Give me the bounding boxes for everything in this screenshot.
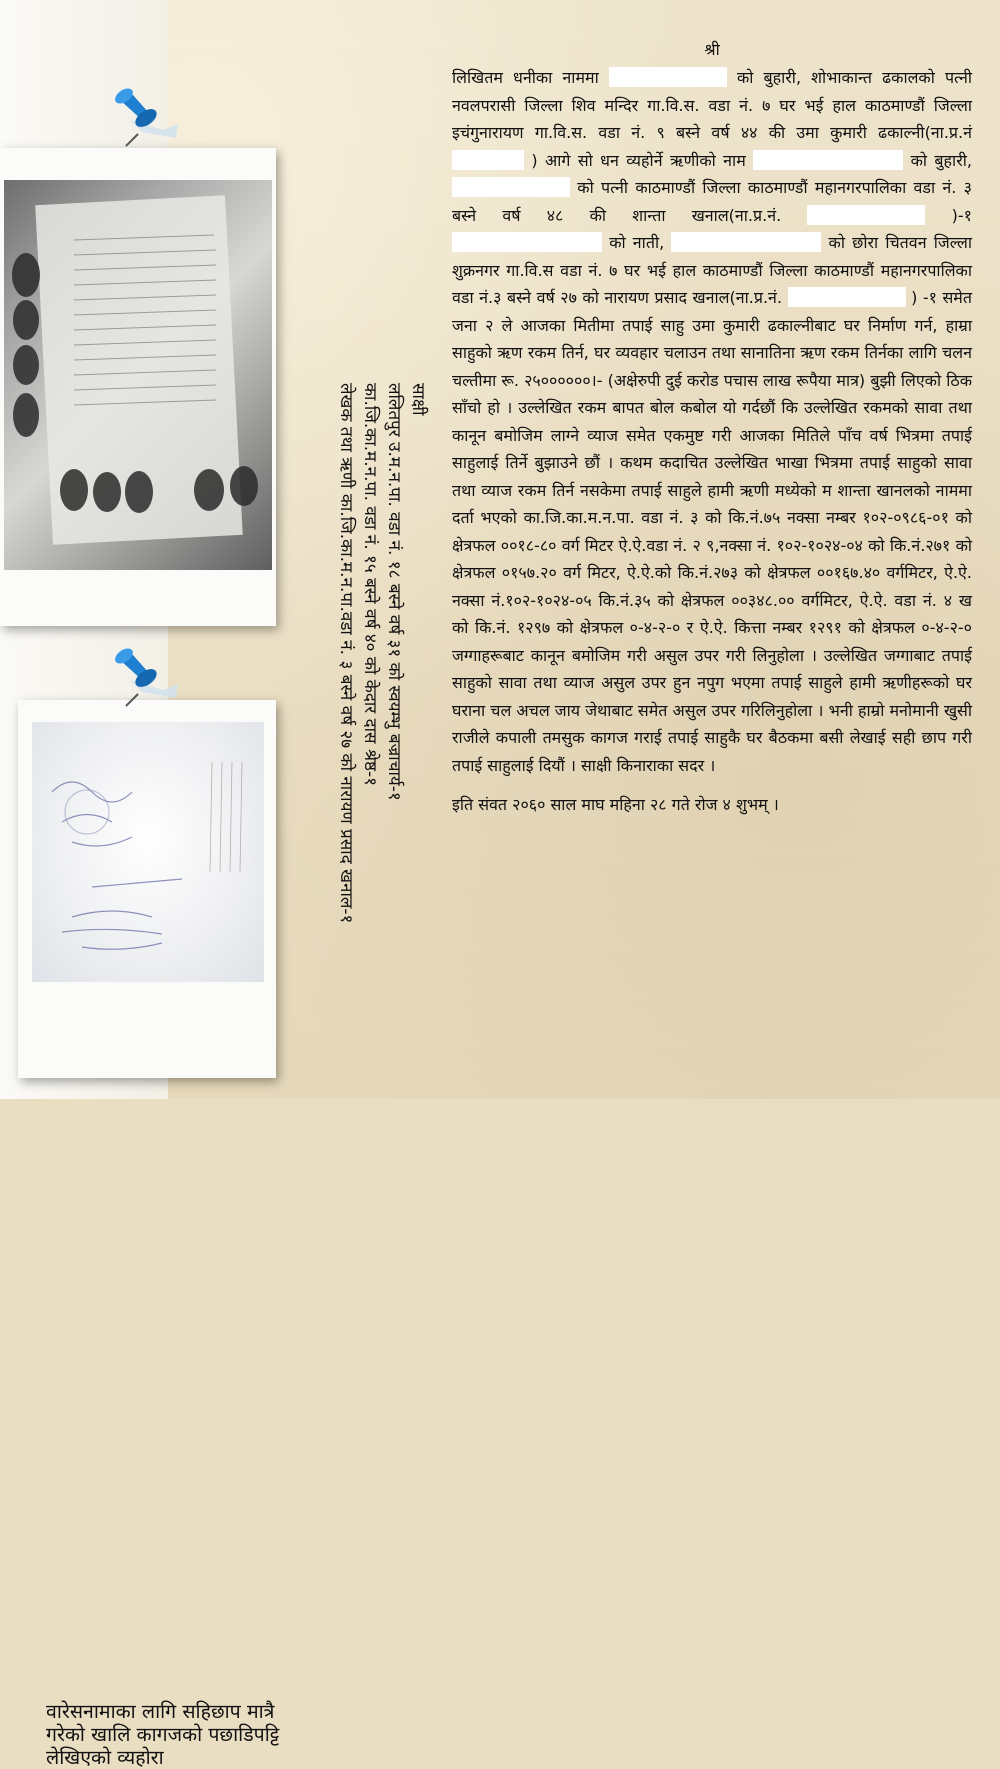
witness-block: [325, 383, 430, 1098]
body-text: ) आगे सो धन व्यहोर्ने ऋणीको नाम: [531, 150, 746, 170]
witness-heading: साक्षी: [408, 383, 428, 416]
tamsuk-document: [452, 38, 972, 818]
photo-caption-tamsuk-back: वारेसनामाका लागि सहिछाप मात्रै गरेको खालि कागजको पछाडिपट्टि लेखिएको व्यहोरा: [46, 1700, 280, 1769]
photo-card-tamsuk-front: [0, 148, 276, 626]
redaction-box: [753, 150, 903, 170]
body-text: को छोरा चितवन जिल्ला शुक्रनगर गा.वि.स वडा नं. ७ घर भई हाल काठमाण्डौं जिल्ला काठमाण्डौं महानगरपालिका वडा नं.३ बस्ने वर्ष २७ को नारायण प्रसाद खनाल(ना.प्र.नं.: [452, 233, 972, 307]
body-text: को पत्नी काठमाण्डौं जिल्ला काठमाण्डौं महानगरपालिका वडा नं. ३ बस्ने वर्ष ४८ की शान्ता खनाल(ना.प्र.नं.: [452, 178, 972, 225]
photo-tamsuk-with-thumbprints: [4, 180, 272, 570]
redaction-box: [452, 232, 602, 252]
document-footer: इति संवत २०६० साल माघ महिना २८ गते रोज ४ शुभम् ।: [452, 795, 779, 814]
document-body: [452, 64, 972, 779]
witness-line: का.जि.का.म.न.पा. वडा नं. १५ बस्ने वर्ष ४० को केदार दास श्रेष्ठ-१: [360, 383, 380, 786]
pushpin-icon: [108, 72, 188, 152]
witness-line: ललितपुर उ.म.न.पा. वडा नं. १८ बस्ने वर्ष ३१ को स्वयम्भु बज्राचार्य-१: [384, 383, 404, 801]
body-text: को नाती,: [609, 233, 665, 252]
redaction-box: [671, 232, 821, 252]
body-text: लिखितम धनीका नाममा: [452, 68, 599, 87]
redaction-box: [452, 177, 570, 197]
redaction-box: [452, 150, 524, 170]
pushpin-icon: [108, 632, 188, 712]
body-text: )-१: [951, 205, 972, 225]
photo-blank-paper-back: [32, 722, 264, 982]
body-text: को बुहारी, शोभाकान्त ढकालको पत्नी नवलपरासी जिल्ला शिव मन्दिर गा.वि.स. वडा नं. ७ घर भई हाल काठमाण्डौं जिल्ला इचंगुनारायण गा.वि.स. वडा नं. ९ बस्ने वर्ष ४४ की उमा कुमारी ढकाल्नी(ना.प्र.नं: [452, 68, 972, 142]
witness-line: लेखक तथा ऋणी का.जि.का.म.न.पा.वडा नं. ३ बस्ने वर्ष २७ को नारायण प्रसाद खनाल-१: [336, 383, 356, 924]
body-text: को बुहारी,: [910, 150, 972, 170]
redaction-box: [807, 205, 925, 225]
redaction-box: [609, 67, 727, 87]
document-header: श्री: [704, 40, 720, 59]
body-text: ) -१ समेत जना २ ले आजका मितीमा तपाई साहु उमा कुमारी ढकाल्नीबाट घर निर्माण गर्न, हाम्रा साहुको ऋण रकम तिर्न, घर व्यवहार चलाउन तथा सानातिना ऋण रकम तिर्नका लागि चलन चल्तीमा रू. २५००००००।- (अक्षेरुपी दुई करोड पचास लाख रूपैया मात्र) बुझी लिएको ठिक साँचो हो । उल्लेखित रकम बापत बोल कबोल यो गर्दछौं कि उल्लेखित रकमको सावा तथा कानून बमोजिम लाग्ने व्याज समेत एकमुष्ट गरी आजका मितिले पाँच वर्ष भित्रमा तपाई साहुलाई तिर्ने बुझाउने छौं । कथम कदाचित उल्लेखित भाखा भित्रमा तपाई साहुको सावा तथा व्याज रकम तिर्न नसकेमा तपाई साहुले हामी ऋणी मध्येको म शान्ता खानलको नाममा दर्ता भएको का.जि.का.म.न.पा. वडा नं. ३ को कि.नं.७५ नक्सा नम्बर १०२-०९८६-०१ को क्षेत्रफल ००१८-८० वर्ग मिटर ऐ.ऐ.वडा नं. २ ९,नक्सा नं. १०२-१०२४-०४ को कि.नं.२७१ को क्षेत्रफल ०१५७.२० वर्ग मिटर, ऐ.ऐ.को कि.नं.२७३ को क्षेत्रफल ००१६७.४० वर्गमिटर, ऐ.ऐ. नक्सा नं.१०२-१०२४-०५ कि.नं.३५ को क्षेत्रफल ००३४८.०० वर्गमिटर, ऐ.ऐ. वडा नं. ४ ख को कि.नं. १२९७ को क्षेत्रफल ०-४-२-० र ऐ.ऐ. कित्ता नम्बर १२९१ को क्षेत्रफल ०-४-२-० जग्गाहरूबाट कानून बमोजिम गरी असुल उपर गरी लिनुहोला । उल्लेखित जग्गाबाट तपाई साहुको सावा तथा व्याज असुल उपर हुन नपुग भएमा तपाई साहुले हामी ऋणीहरूको घर घराना चल अचल जाय जेथाबाट समेत असुल उपर गरिलिनुहोला । भनी हाम्रो मनोमानी खुसी राजीले कपाली तमसुक कागज गराई तपाई साहुकै घर बैठकमा बसी लेखाई सही छाप गरी तपाई साहुलाई दियौं । साक्षी किनाराका सदर ।: [452, 288, 972, 775]
redaction-box: [788, 287, 906, 307]
photo-card-tamsuk-back: [18, 700, 280, 1769]
